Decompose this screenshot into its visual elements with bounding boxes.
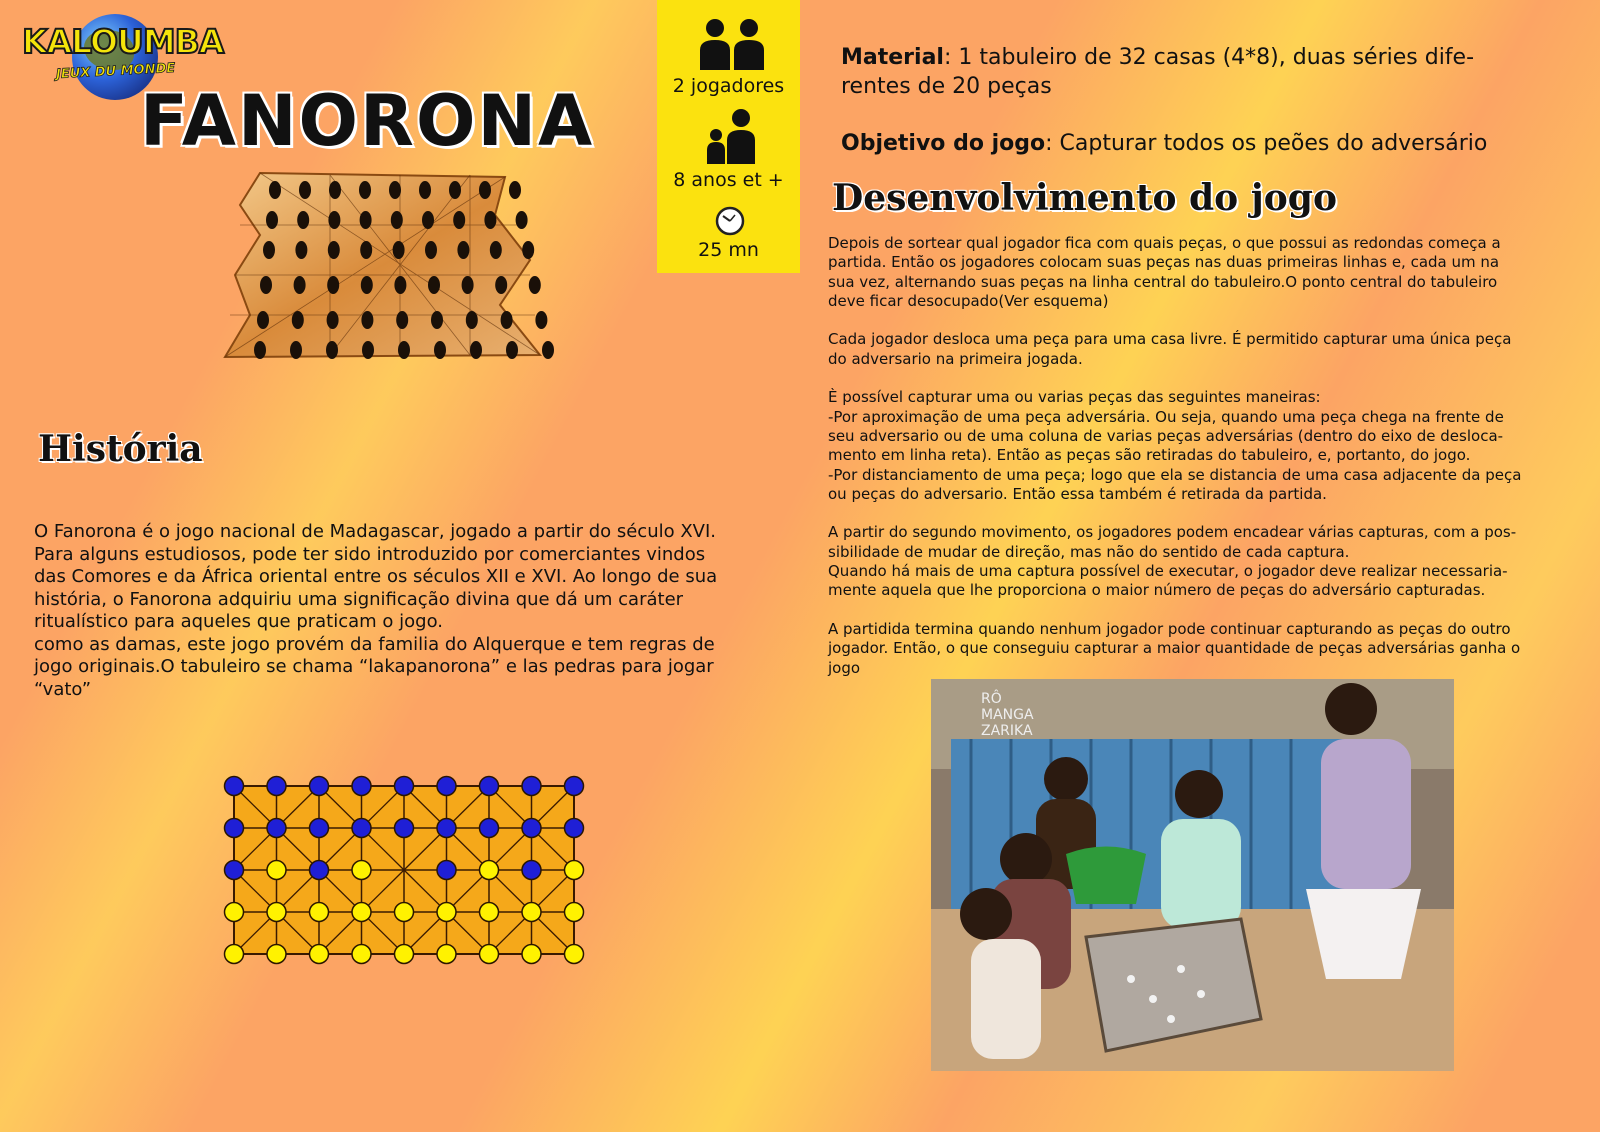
board-peg [361,276,373,294]
board-peg [327,311,339,329]
yellow-piece [352,903,371,922]
blue-piece [437,777,456,796]
blue-piece [310,819,329,838]
board-peg [542,341,554,359]
players-icon [697,18,767,70]
yellow-piece [565,945,584,964]
yellow-piece [225,945,244,964]
players-label: 2 jogadores [672,75,785,97]
board-peg [462,276,474,294]
board-peg [328,241,340,259]
blue-piece [352,777,371,796]
board-peg [294,276,306,294]
yellow-piece [437,945,456,964]
board-peg [297,211,309,229]
yellow-piece [480,945,499,964]
material-text: : 1 tabuleiro de 32 casas (4*8), duas séries dife- rentes de 20 peças [841,45,1475,99]
board-peg [292,311,304,329]
game-title: FANORONA [140,80,595,162]
blue-piece [395,819,414,838]
objective-label: Objetivo do jogo [841,131,1046,156]
board-peg [398,341,410,359]
board-peg [326,341,338,359]
board-peg [501,311,513,329]
blue-piece [565,819,584,838]
clock-icon [715,206,745,236]
yellow-piece [267,861,286,880]
board-peg [266,211,278,229]
blue-piece [310,777,329,796]
material-label: Material [841,45,944,70]
development-title: Desenvolvimento do jogo [832,177,1337,219]
board-peg [490,241,502,259]
board-peg [329,181,341,199]
board-peg [506,341,518,359]
board-peg [295,241,307,259]
blue-piece [267,777,286,796]
yellow-piece [267,903,286,922]
board-peg [431,311,443,329]
board-peg [263,241,275,259]
yellow-piece [522,903,541,922]
board-peg [509,181,521,199]
photo-sign-text-2: MANGA [981,707,1034,723]
fanorona-board-diagram [218,770,588,970]
development-body: Depois de sortear qual jogador fica com quais peças, o que possui as redondas começa a partida. Então os jogadores colocam suas peças nas duas primeiras linhas e, cada um na sua vez, alternando suas peças na linha central do tabuleiro.O ponto central do tabuleiro deve ficar desocupado(Ver esquema) Cada jogador desloca uma peça para uma casa livre. É permitido capturar uma única peça do adversario na primeira jogada. È possível capturar uma ou varias peças das seguintes maneiras: -Por aproximação de uma peça adversária. Ou seja, quando uma peça chega na frente de seu adversario ou de uma coluna de varias peças adversárias (dentro do eixo de desloca- mento em linha reta). Então as peças são retiradas do tabuleiro, e, portanto, do jogo. -Por distanciamento de uma peça; logo que ela se distancia de uma casa adjacente da peça ou peças do adversario. Então essa também é retirada da partida. A partir do segundo movimento, os jogadores podem encadear várias capturas, com a pos- sibilidade de mudar de direção, mas não do sentido de cada captura. Quando há mais de uma captura possível de executar, o jogador deve realizar necessaria- mente aquela que lhe proporciona o maior número de peças do adversário capturadas. A partidida termina quando nenhum jogador pode continuar capturando as peças do outro jogador. Então, o que conseguiu capturar a maior quantidade de peças adversárias ganha o jogo [828,234,1522,677]
board-peg [453,211,465,229]
board-peg [495,276,507,294]
board-peg [425,241,437,259]
board-peg [516,211,528,229]
board-peg [479,181,491,199]
board-peg [428,276,440,294]
board-photo [220,165,560,365]
board-peg [434,341,446,359]
blue-piece [225,861,244,880]
board-peg [422,211,434,229]
board-peg [299,181,311,199]
blue-piece [395,777,414,796]
blue-piece [522,777,541,796]
board-peg [389,181,401,199]
board-peg [254,341,266,359]
board-peg [466,311,478,329]
yellow-piece [267,945,286,964]
duration-label: 25 mn [698,239,759,261]
board-peg [391,211,403,229]
blue-piece [480,777,499,796]
history-body: O Fanorona é o jogo nacional de Madagascar, jogado a partir do século XVI. Para alguns estudiosos, pode ter sido introduzido por comerciantes vindos das Comores e da África oriental entre os séculos XII e XVI. Ao longo de sua história, o Fanorona adquiriu uma significação divina que dá um caráter ritualístico para aqueles que praticam o jogo. como as damas, este jogo provém da familia do Alquerque e tem regras de jogo originais.O tabuleiro se chama “lakapanorona” e las pedras para jogar “vato” [34,521,718,700]
board-peg [257,311,269,329]
yellow-piece [565,861,584,880]
board-peg [327,276,339,294]
logo-title: KALOUMBA [22,22,224,61]
yellow-piece [310,903,329,922]
yellow-piece [395,945,414,964]
yellow-piece [480,903,499,922]
board-peg [529,276,541,294]
yellow-piece [395,903,414,922]
board-peg [260,276,272,294]
blue-piece [437,819,456,838]
blue-piece [225,777,244,796]
board-peg [419,181,431,199]
photo-sign-text-1: RÔ [981,691,1002,707]
board-peg [396,311,408,329]
history-title: História [38,428,203,470]
game-info-box [657,0,800,273]
blue-piece [522,819,541,838]
yellow-piece [310,945,329,964]
board-peg [362,341,374,359]
material-line [841,43,1581,101]
age-label: 8 anos et + [673,169,784,191]
board-peg [269,181,281,199]
board-peg [394,276,406,294]
blue-piece [310,861,329,880]
yellow-piece [437,903,456,922]
photo-sign-text-3: ZARIKA [981,723,1033,739]
age-icon [707,108,757,164]
yellow-piece [522,945,541,964]
blue-piece [225,819,244,838]
board-peg [470,341,482,359]
yellow-piece [225,903,244,922]
yellow-piece [352,945,371,964]
board-peg [522,241,534,259]
blue-piece [352,819,371,838]
board-peg [360,211,372,229]
board-peg [290,341,302,359]
logo-subtitle: JEUX DU MONDE [55,60,176,83]
yellow-piece [352,861,371,880]
board-peg [359,181,371,199]
objective-line [841,129,1581,158]
board-peg [484,211,496,229]
board-peg [361,311,373,329]
objective-text: : Capturar todos os peões do adversário [1045,131,1488,156]
children-playing-photo [931,679,1454,1071]
blue-piece [565,777,584,796]
blue-piece [437,861,456,880]
board-peg [449,181,461,199]
blue-piece [267,819,286,838]
blue-piece [480,819,499,838]
yellow-piece [480,861,499,880]
board-peg [535,311,547,329]
board-peg [457,241,469,259]
board-peg [328,211,340,229]
blue-piece [522,861,541,880]
yellow-piece [565,903,584,922]
board-peg [360,241,372,259]
board-peg [393,241,405,259]
